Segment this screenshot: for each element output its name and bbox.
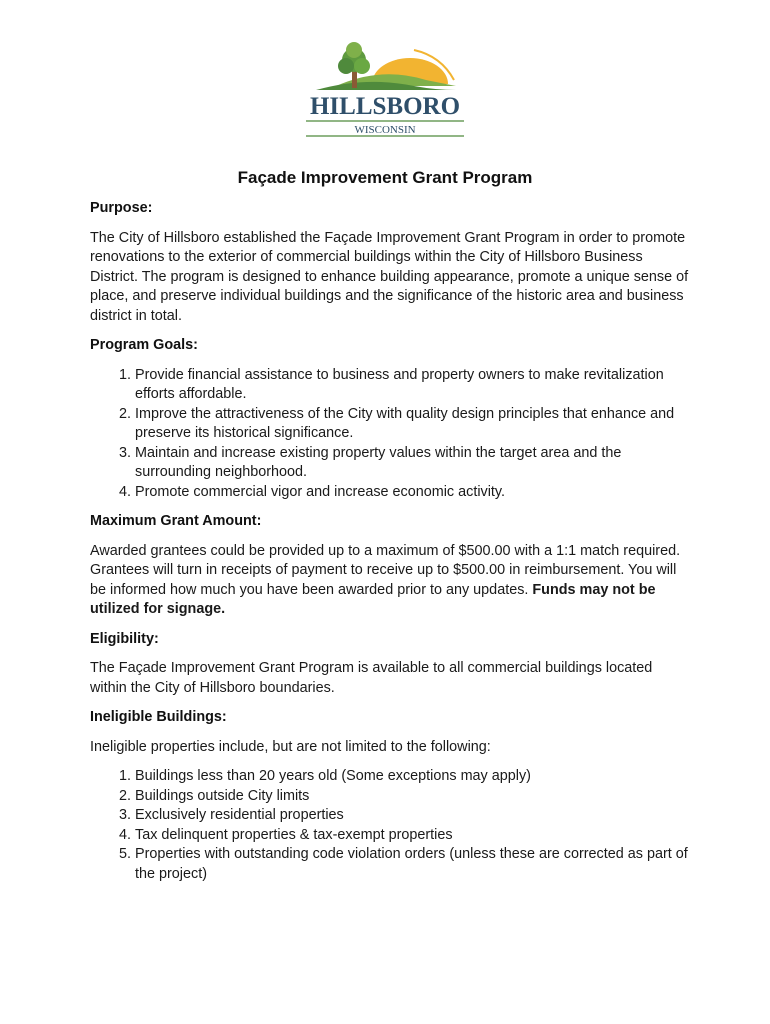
max-grant-heading: Maximum Grant Amount: xyxy=(90,513,262,529)
list-item: 3. Maintain and increase existing property values within the target area and the surrounding neighborhood. xyxy=(135,444,690,483)
goals-section xyxy=(90,336,690,502)
eligibility-text: The Façade Improvement Grant Program is available to all commercial buildings located within the City of Hillsboro boundaries. xyxy=(90,660,653,696)
ineligible-heading: Ineligible Buildings: xyxy=(90,709,227,725)
ineligible-section xyxy=(90,708,690,884)
list-item: 3. Exclusively residential properties xyxy=(135,806,690,826)
page-title: Façade Improvement Grant Program xyxy=(237,168,533,187)
hillsboro-logo-graphic xyxy=(296,40,474,142)
tree-crown-icon xyxy=(338,58,354,74)
max-grant-text: Awarded grantees could be provided up to a maximum of $500.00 with a 1:1 match required. Grantees will turn in receipts of payment to receive up to $500.00 in reimbursement. You will be informed how much you have been awarded prior to any updates. xyxy=(90,542,681,598)
eligibility-heading: Eligibility: xyxy=(90,630,159,647)
purpose-section xyxy=(90,199,690,326)
hillsboro-logo xyxy=(296,40,474,142)
list-item: 4. Promote commercial vigor and increase economic activity. xyxy=(135,483,690,503)
tree-crown-icon xyxy=(346,42,362,58)
max-grant-section xyxy=(90,512,690,620)
tree-crown-icon xyxy=(354,58,370,74)
list-item: 1. Provide financial assistance to business and property owners to make revitalization efforts affordable. xyxy=(135,366,690,405)
purpose-heading: Purpose: xyxy=(90,200,153,216)
list-item: 2. Buildings outside City limits xyxy=(135,787,690,807)
eligibility-section xyxy=(90,630,690,699)
document-body xyxy=(90,199,690,894)
list-item: 2. Improve the attractiveness of the City with quality design principles that enhance and preserve its historical significance. xyxy=(135,405,690,444)
logo-name: HILLSBORO xyxy=(309,93,461,120)
tree-trunk-icon xyxy=(352,70,357,88)
goals-list xyxy=(90,366,690,503)
logo-state: WISCONSIN xyxy=(354,124,416,136)
list-item: 4. Tax delinquent properties & tax-exempt properties xyxy=(135,826,690,846)
list-item: 5. Properties with outstanding code violation orders (unless these are corrected as part of the project) xyxy=(135,845,690,884)
ineligible-list xyxy=(90,767,690,884)
signage-notice: Funds may not be utilized for signage. xyxy=(90,581,656,617)
purpose-text: The City of Hillsboro established the Façade Improvement Grant Program in order to promote renovations to the exterior of commercial buildings within the City of Hillsboro Business District. The program is designed to enhance building appearance, promote a unique sense of place, and preserve individual buildings and the significance of the historic area and business district in total. xyxy=(90,229,689,324)
goals-heading: Program Goals: xyxy=(90,337,198,353)
max-grant-paragraph xyxy=(90,542,690,620)
list-item: 1. Buildings less than 20 years old (Some exceptions may apply) xyxy=(135,767,690,787)
ineligible-intro: Ineligible properties include, but are not limited to the following: xyxy=(90,738,491,755)
